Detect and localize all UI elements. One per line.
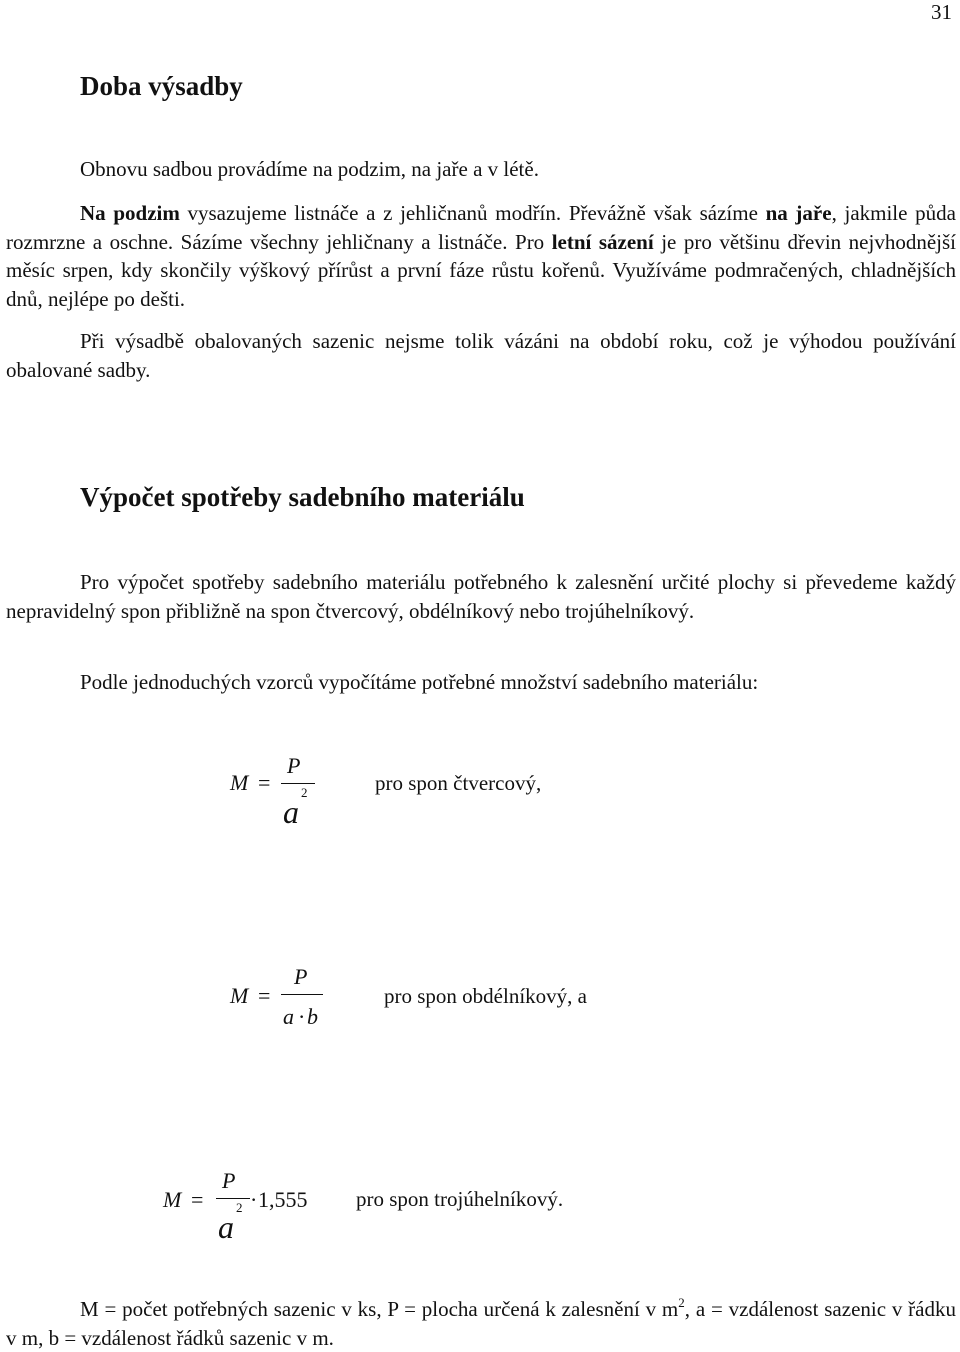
fraction-line <box>216 1198 250 1199</box>
formula-square-description: pro spon čtvercový, <box>375 771 542 795</box>
text-part-2: , jakmile půda rozmrzne a oschne. Sázíme všechny jehličnany a listnáče. Pro <box>6 201 956 254</box>
paragraph-seasons <box>6 155 956 184</box>
text-part-1: vysazujeme listnáče a z jehličnanů modřín. Převážně však sázíme <box>179 201 766 225</box>
formula-m: M <box>163 1187 182 1212</box>
formula-numerator-p: P <box>222 1168 236 1193</box>
formula-denominator-a: a <box>283 1004 294 1029</box>
formula-m: M <box>230 770 249 795</box>
page-number: 31 <box>931 0 952 24</box>
text-part-3: je pro většinu dřevin nejvhodnější měsíc srpen, kdy skončily výškový přírůst a první fáze růstu kořenů. Využíváme podmračených, chladnějších dnů, nejlépe po dešti. <box>6 229 956 311</box>
paragraph-containerized-text: Při výsadbě obalovaných sazenic nejsme tolik vázáni na období roku, což je výhodou používání obalované sadby. <box>6 329 956 382</box>
formula-denominator-b: b <box>307 1004 318 1029</box>
paragraph-calculation-intro <box>6 568 956 625</box>
legend-superscript: 2 <box>678 1295 685 1310</box>
formula-dot: · <box>250 1187 258 1212</box>
fraction-line <box>281 994 323 995</box>
formula-denominator-a: a <box>218 1209 234 1245</box>
bold-na-jare: na jaře <box>765 201 832 225</box>
formula-equals: = <box>191 1187 204 1212</box>
formula-dot: · <box>298 1004 306 1029</box>
paragraph-containerized <box>6 327 956 384</box>
formula-triangle-description: pro spon trojúhelníkový. <box>356 1187 564 1211</box>
formula-exponent: 2 <box>301 785 308 800</box>
fraction-line <box>281 783 315 784</box>
formula-numerator-p: P <box>294 964 308 989</box>
formula-numerator-p: P <box>287 753 301 778</box>
formula-denominator-a: a <box>283 794 299 830</box>
section-title-doba-vysadby: Doba výsadby <box>80 71 243 101</box>
legend-text-2: , a = vzdálenost sazenic v řádku v m, b = vzdálenost řádků sazenic v m. <box>6 1297 956 1350</box>
legend-text-1: M = počet potřebných sazenic v ks, P = plocha určená k zalesnění v m <box>80 1297 679 1321</box>
paragraph-legend <box>6 1295 956 1352</box>
paragraph-formulas-intro-text: Podle jednoduchých vzorců vypočítáme potřebné množství sadebního materiálu: <box>80 670 759 694</box>
paragraph-calculation-intro-text: Pro výpočet spotřeby sadebního materiálu potřebného k zalesnění určité plochy si převedeme každý nepravidelný spon přibližně na spon čtvercový, obdélníkový nebo trojúhelníkový. <box>6 570 956 623</box>
bold-na-podzim: Na podzim <box>80 201 180 225</box>
formula-exponent: 2 <box>236 1200 243 1215</box>
paragraph-planting-times <box>6 199 956 313</box>
bold-letni-sazeni: letní sázení <box>551 229 654 254</box>
formula-equals: = <box>258 983 271 1008</box>
paragraph-formulas-intro <box>6 668 956 697</box>
formula-m: M <box>230 983 249 1008</box>
formula-rectangle-description: pro spon obdélníkový, a <box>384 984 587 1008</box>
section-title-vypocet-spotreby: Výpočet spotřeby sadebního materiálu <box>80 482 525 512</box>
paragraph-seasons-text: Obnovu sadbou provádíme na podzim, na jaře a v létě. <box>80 157 539 181</box>
formula-factor: 1,555 <box>258 1187 308 1212</box>
formula-equals: = <box>258 770 271 795</box>
